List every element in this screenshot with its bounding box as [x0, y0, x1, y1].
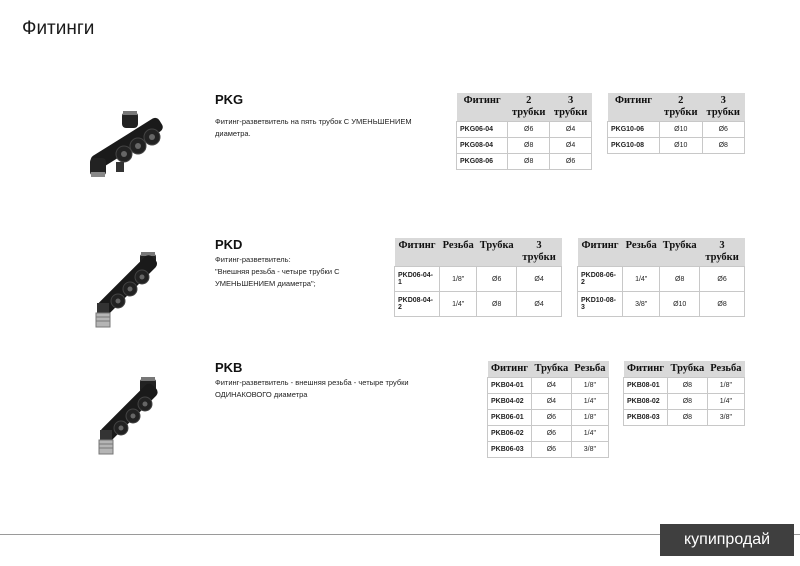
table-cell: 3/8" [571, 442, 608, 458]
product-name-pkb: PKB [215, 360, 243, 375]
description-line: Фитинг-разветвитель на пять трубок С УМЕНЬШЕНИЕМ [215, 117, 412, 126]
table-cell: Ø10 [660, 138, 702, 154]
table-row [578, 267, 745, 292]
page-title: Фитинги [22, 18, 95, 39]
description-line: Фитинг-разветвитель - внешняя резьба - четыре трубки [215, 378, 409, 387]
column-header: 3 трубки [700, 238, 745, 267]
table-cell: Ø8 [660, 267, 700, 292]
table-cell: Ø4 [531, 378, 571, 394]
table-cell: 1/4" [571, 426, 608, 442]
table-cell: PKG08-06 [457, 154, 508, 170]
table-cell: Ø6 [531, 410, 571, 426]
pkb-spec-table-2 [623, 361, 745, 426]
table-cell: PKG08-04 [457, 138, 508, 154]
table-cell: 3/8" [707, 410, 744, 426]
table-cell: Ø8 [477, 292, 517, 317]
table-cell: Ø8 [667, 378, 707, 394]
product-name-pkg: PKG [215, 92, 244, 107]
column-header: 3 трубки [517, 238, 562, 267]
table-cell: 1/4" [571, 394, 608, 410]
table-cell: PKD08-06-2 [578, 267, 623, 292]
pkb-spec-table-1 [487, 361, 609, 458]
table-cell: PKD06-04-1 [395, 267, 440, 292]
description-line: диаметра. [215, 129, 251, 138]
product-description-pkd [215, 254, 340, 290]
pkd-fitting-image [80, 245, 180, 335]
table-cell: Ø10 [660, 292, 700, 317]
table-cell: Ø6 [700, 267, 745, 292]
column-header: 2 трубки [508, 93, 550, 122]
table-row [608, 122, 745, 138]
table-row [488, 378, 609, 394]
column-header: 3 трубки [702, 93, 744, 122]
table-cell: PKG06-04 [457, 122, 508, 138]
table-cell: Ø6 [531, 426, 571, 442]
column-header: Трубка [667, 361, 707, 378]
table-cell: PKD08-04-2 [395, 292, 440, 317]
table-cell: 1/4" [707, 394, 744, 410]
table-row [624, 410, 745, 426]
table-row [457, 154, 592, 170]
table-cell: Ø6 [477, 267, 517, 292]
table-cell: PKD10-08-3 [578, 292, 623, 317]
watermark-logo: купипродай [660, 524, 794, 556]
column-header: Фитинг [488, 361, 532, 378]
table-row [457, 122, 592, 138]
table-row [608, 138, 745, 154]
table-cell: 1/8" [571, 378, 608, 394]
description-line: УМЕНЬШЕНИЕМ диаметра"; [215, 279, 316, 288]
table-cell: Ø8 [700, 292, 745, 317]
column-header: Резьба [707, 361, 744, 378]
table-cell: Ø4 [517, 292, 562, 317]
column-header: Фитинг [624, 361, 668, 378]
column-header: Трубка [531, 361, 571, 378]
column-header: Трубка [660, 238, 700, 267]
column-header: Резьба [571, 361, 608, 378]
column-header: Фитинг [457, 93, 508, 122]
column-header: Трубка [477, 238, 517, 267]
table-cell: PKB08-03 [624, 410, 668, 426]
column-header: Резьба [623, 238, 660, 267]
table-cell: 3/8" [623, 292, 660, 317]
table-cell: Ø10 [660, 122, 702, 138]
column-header: 2 трубки [660, 93, 702, 122]
table-cell: Ø6 [702, 122, 744, 138]
table-row [395, 292, 562, 317]
table-cell: 1/8" [440, 267, 477, 292]
description-line: ОДИНАКОВОГО диаметра [215, 390, 308, 399]
table-cell: Ø6 [550, 154, 592, 170]
table-row [457, 138, 592, 154]
table-cell: PKB08-02 [624, 394, 668, 410]
table-row [624, 378, 745, 394]
column-header: Резьба [440, 238, 477, 267]
table-cell: PKB06-01 [488, 410, 532, 426]
description-line: "Внешняя резьба - четыре трубки С [215, 267, 340, 276]
table-cell: PKG10-08 [608, 138, 660, 154]
table-cell: Ø6 [508, 122, 550, 138]
table-cell: Ø6 [531, 442, 571, 458]
table-cell: PKB06-03 [488, 442, 532, 458]
pkg-spec-table-1 [456, 93, 592, 170]
table-cell: 1/8" [707, 378, 744, 394]
column-header: 3 трубки [550, 93, 592, 122]
pkd-spec-table-1 [394, 238, 562, 317]
table-cell: Ø8 [667, 394, 707, 410]
table-cell: PKB06-02 [488, 426, 532, 442]
table-cell: 1/4" [440, 292, 477, 317]
table-cell: PKB04-02 [488, 394, 532, 410]
pkb-fitting-image [88, 372, 188, 462]
table-cell: Ø8 [508, 154, 550, 170]
table-cell: Ø4 [517, 267, 562, 292]
table-cell: Ø4 [550, 122, 592, 138]
table-cell: PKG10-06 [608, 122, 660, 138]
table-cell: Ø8 [667, 410, 707, 426]
table-row [488, 426, 609, 442]
product-name-pkd: PKD [215, 237, 243, 252]
table-cell: 1/8" [571, 410, 608, 426]
table-cell: PKB04-01 [488, 378, 532, 394]
table-cell: Ø8 [508, 138, 550, 154]
table-row [395, 267, 562, 292]
table-cell: Ø8 [702, 138, 744, 154]
table-row [488, 410, 609, 426]
table-row [488, 442, 609, 458]
table-row [488, 394, 609, 410]
table-row [578, 292, 745, 317]
column-header: Фитинг [608, 93, 660, 122]
product-description-pkg [215, 116, 412, 140]
table-row [624, 394, 745, 410]
column-header: Фитинг [578, 238, 623, 267]
pkd-spec-table-2 [577, 238, 745, 317]
table-cell: 1/4" [623, 267, 660, 292]
product-description-pkb [215, 377, 409, 401]
pkg-spec-table-2 [607, 93, 745, 154]
table-cell: PKB08-01 [624, 378, 668, 394]
column-header: Фитинг [395, 238, 440, 267]
pkg-fitting-image [82, 106, 182, 186]
description-line: Фитинг-разветвитель: [215, 255, 291, 264]
table-cell: Ø4 [550, 138, 592, 154]
table-cell: Ø4 [531, 394, 571, 410]
